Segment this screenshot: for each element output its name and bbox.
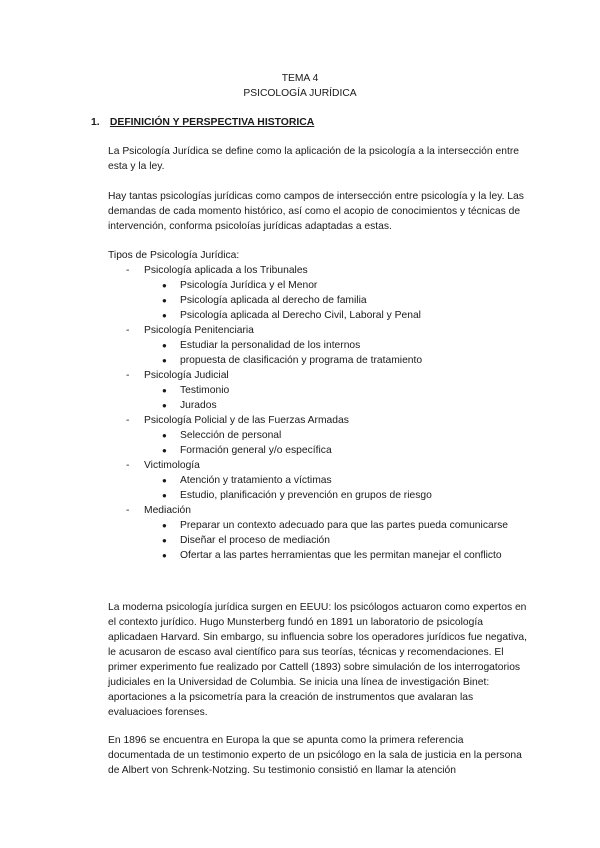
sub-item (108, 428, 528, 443)
category-label: Psicología Judicial (144, 370, 229, 381)
sub-item (108, 383, 528, 398)
bullet-icon: ● (162, 311, 167, 320)
sub-item (108, 473, 528, 488)
paragraph-intersection: Hay tantas psicologías jurídicas como campos de intersección entre psicología y la ley. Las demandas de cada momento histórico, así como el acopio de conocimientos y técnicas de intervención, conforma psicoloías jurídicas adaptadas a estas. (108, 191, 524, 232)
sub-item-label: Psicología aplicada al Derecho Civil, Laboral y Penal (180, 310, 421, 321)
bullet-icon: ● (162, 401, 167, 410)
bullet-icon: ● (162, 356, 167, 365)
sub-item-label: Psicología aplicada al derecho de familia (180, 295, 367, 306)
sub-item-label: Formación general y/o específica (180, 445, 332, 456)
tema-label: TEMA 4 (281, 73, 319, 84)
sub-item-label: Ofertar a las partes herramientas que les permitan manejar el conflicto (180, 550, 502, 561)
category-label: Mediación (144, 505, 191, 516)
dash-marker: - (126, 325, 130, 336)
dash-marker: - (126, 370, 130, 381)
sub-item-label: Psicología Jurídica y el Menor (180, 280, 318, 291)
bullet-icon: ● (162, 296, 167, 305)
category-item (108, 413, 528, 428)
sub-item (108, 398, 528, 413)
sub-item-label: propuesta de clasificación y programa de tratamiento (180, 355, 423, 366)
sub-item-label: Preparar un contexto adecuado para que las partes pueda comunicarse (180, 520, 508, 531)
dash-marker: - (126, 505, 130, 516)
category-item (108, 503, 528, 518)
sub-item-label: Jurados (180, 400, 217, 411)
dash-marker: - (126, 265, 130, 276)
sub-item-label: Diseñar el proceso de mediación (180, 535, 330, 546)
category-label: Psicología Policial y de las Fuerzas Armadas (144, 415, 349, 426)
sub-item (108, 338, 528, 353)
bullet-icon: ● (162, 281, 167, 290)
bullet-icon: ● (162, 521, 167, 530)
section-heading (91, 115, 314, 130)
tipos-title: Tipos de Psicología Jurídica: (108, 250, 240, 261)
bullet-icon: ● (162, 341, 167, 350)
document-header (0, 71, 600, 101)
sub-item-label: Estudiar la personalidad de los internos (180, 340, 361, 351)
paragraph-history-eeuu: La moderna psicología jurídica surgen en EEUU: los psicólogos actuaron como expertos en el contexto jurídico. Hugo Munsterberg fundó en 1891 un laboratorio de psicología aplicadaen Harvard. Sin embargo, su influencia sobre los operadores jurídicos fue negativa, le acusaron de escaso aval científico para sus teorías, técnicas y recomendaciones. El primer experimento fue realizado por Cattell (1893) sobre simulación de los interrogatorios judiciales en la Universidad de Columbia. Se inicia una línea de investigación Binet: aportaciones a la psicometría para la creación de instrumentos que avalaran las evaluacioes forenses. (108, 602, 527, 718)
sub-item (108, 488, 528, 503)
sub-item-label: Estudio, planificación y prevención en grupos de riesgo (180, 490, 432, 501)
section-title: DEFINICIÓN Y PERSPECTIVA HISTORICA (109, 117, 315, 128)
sub-item (108, 443, 528, 458)
sub-item (108, 518, 528, 533)
paragraph-history-europa: En 1896 se encuentra en Europa la que se apunta como la primera referencia documentada de un testimonio experto de un psicólogo en la sala de justicia en la persona de Albert von Schrenk-Notzing. Su testimonio consistió en llamar la atención (108, 735, 522, 776)
sub-item-label: Atención y tratamiento a víctimas (180, 475, 332, 486)
category-label: Victimología (144, 460, 200, 471)
category-label: Psicología aplicada a los Tribunales (144, 265, 308, 276)
bullet-icon: ● (162, 491, 167, 500)
paragraph-definition: La Psicología Jurídica se define como la aplicación de la psicología a la intersección entre esta y la ley. (108, 146, 519, 172)
sub-item (108, 278, 528, 293)
bullet-icon: ● (162, 386, 167, 395)
category-item (108, 263, 528, 278)
document-title: PSICOLOGÍA JURÍDICA (243, 88, 357, 99)
sub-item (108, 548, 528, 563)
category-item (108, 323, 528, 338)
sub-item (108, 353, 528, 368)
sub-item-label: Testimonio (180, 385, 230, 396)
category-item (108, 368, 528, 383)
dash-marker: - (126, 415, 130, 426)
bullet-icon: ● (162, 551, 167, 560)
bullet-icon: ● (162, 446, 167, 455)
sub-item (108, 533, 528, 548)
bullet-icon: ● (162, 476, 167, 485)
sub-item-label: Selección de personal (180, 430, 282, 441)
bullet-icon: ● (162, 431, 167, 440)
sub-item (108, 293, 528, 308)
dash-marker: - (126, 460, 130, 471)
sub-item (108, 308, 528, 323)
category-label: Psicología Penitenciaria (144, 325, 254, 336)
section-number: 1. (91, 117, 100, 128)
tipos-list (108, 263, 528, 563)
category-item (108, 458, 528, 473)
bullet-icon: ● (162, 536, 167, 545)
